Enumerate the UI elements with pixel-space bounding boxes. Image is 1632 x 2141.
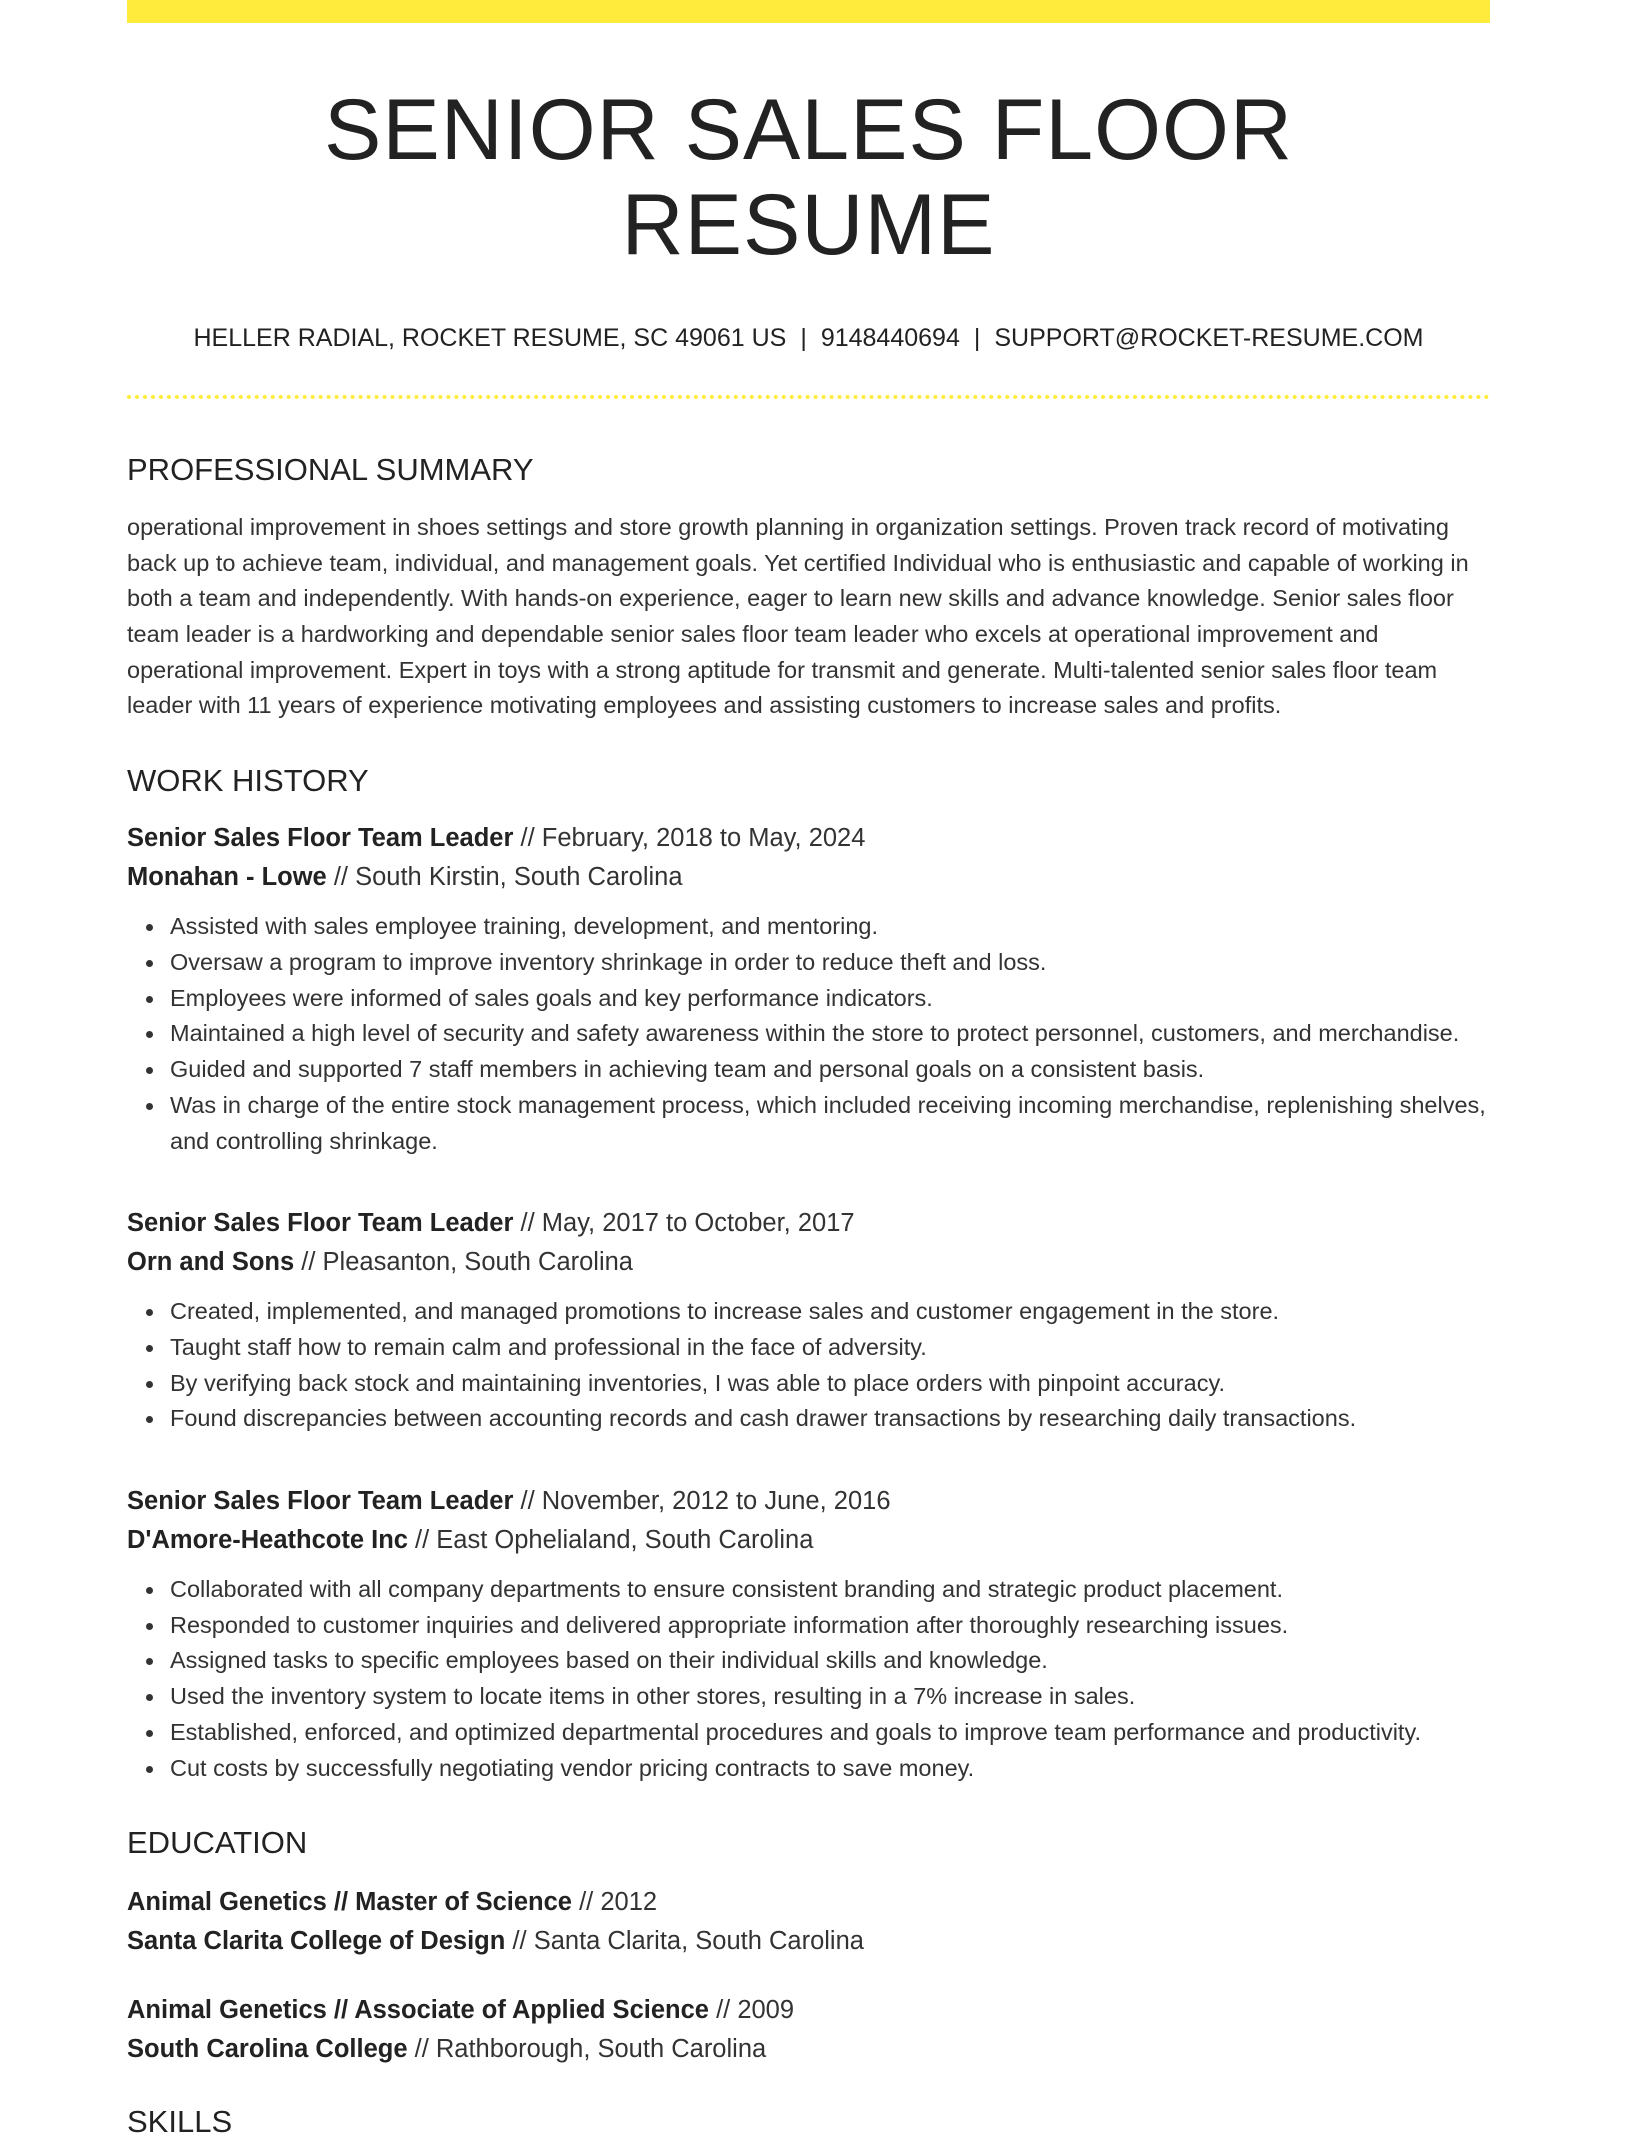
list-item: Collaborated with all company departments to ensure consistent branding and strategic product placement.	[170, 1572, 1490, 1608]
graduation-year: // 2009	[716, 1996, 795, 2025]
job-dates: // November, 2012 to June, 2016	[520, 1487, 891, 1516]
job-entry	[127, 1482, 1490, 1786]
job-title-line	[127, 1204, 1490, 1243]
degree-line	[127, 1991, 1490, 2030]
resume-page	[127, 0, 1490, 2141]
job-title: Senior Sales Floor Team Leader	[127, 1487, 514, 1516]
job-title-line	[127, 819, 1490, 858]
school-location: // Santa Clarita, South Carolina	[512, 1927, 864, 1956]
list-item: Employees were informed of sales goals and key performance indicators.	[170, 981, 1490, 1017]
school: South Carolina College	[127, 2035, 408, 2064]
list-item: Used the inventory system to locate items in other stores, resulting in a 7% increase in sales.	[170, 1679, 1490, 1715]
job-location: // South Kirstin, South Carolina	[333, 863, 683, 892]
list-item: Was in charge of the entire stock management process, which included receiving incoming merchandise, replenishing shelves, and controlling shrinkage.	[170, 1088, 1490, 1159]
list-item: Found discrepancies between accounting records and cash drawer transactions by researching daily transactions.	[170, 1401, 1490, 1437]
job-company: Orn and Sons	[127, 1248, 295, 1277]
education-entry	[127, 1991, 1490, 2069]
education-heading: EDUCATION	[127, 1825, 308, 1861]
job-dates: // February, 2018 to May, 2024	[520, 824, 866, 853]
list-item: By verifying back stock and maintaining inventories, I was able to place orders with pinpoint accuracy.	[170, 1366, 1490, 1402]
top-accent-bar	[127, 0, 1490, 23]
skills-heading: SKILLS	[127, 2104, 233, 2140]
summary-text: operational improvement in shoes settings and store growth planning in organization settings. Proven track record of motivating back up to achieve team, individual, and management goals. Yet certified Individual who is enthusiastic and capable of working in both a team and independently. With hands-on experience, eager to learn new skills and advance knowledge. Senior sales floor team leader is a hardworking and dependable senior sales floor team leader who excels at operational improvement and operational improvement. Expert in toys with a strong aptitude for transmit and generate. Multi-talented senior sales floor team leader with 11 years of experience motivating employees and assisting customers to increase sales and profits.	[127, 513, 1469, 719]
list-item: Guided and supported 7 staff members in achieving team and personal goals on a consistent basis.	[170, 1052, 1490, 1088]
degree-line	[127, 1883, 1490, 1922]
list-item: Assigned tasks to specific employees based on their individual skills and knowledge.	[170, 1643, 1490, 1679]
list-item: Established, enforced, and optimized departmental procedures and goals to improve team performance and productivity.	[170, 1715, 1490, 1751]
contact-line	[127, 322, 1490, 355]
list-item: Oversaw a program to improve inventory shrinkage in order to reduce theft and loss.	[170, 945, 1490, 981]
contact-phone: 9148440694	[820, 324, 960, 353]
list-item: Taught staff how to remain calm and professional in the face of adversity.	[170, 1330, 1490, 1366]
job-company: D'Amore-Heathcote Inc	[127, 1526, 408, 1555]
education-entry	[127, 1883, 1490, 1961]
school-location: // Rathborough, South Carolina	[414, 2035, 767, 2064]
summary-heading: PROFESSIONAL SUMMARY	[127, 451, 534, 487]
job-location: // East Ophelialand, South Carolina	[415, 1526, 814, 1555]
list-item: Assisted with sales employee training, development, and mentoring.	[170, 909, 1490, 945]
job-bullets	[127, 1294, 1490, 1437]
graduation-year: // 2012	[579, 1888, 658, 1917]
job-company-line	[127, 858, 1490, 897]
job-entry	[127, 819, 1490, 1159]
list-item: Created, implemented, and managed promotions to increase sales and customer engagement in the store.	[170, 1294, 1490, 1330]
header-divider	[127, 395, 1490, 399]
job-location: // Pleasanton, South Carolina	[301, 1248, 633, 1277]
work-history-heading: WORK HISTORY	[127, 763, 369, 799]
degree: Animal Genetics // Master of Science	[127, 1888, 572, 1917]
degree: Animal Genetics // Associate of Applied Science	[127, 1996, 709, 2025]
job-entry	[127, 1204, 1490, 1437]
list-item: Maintained a high level of security and safety awareness within the store to protect personnel, customers, and merchandise.	[170, 1016, 1490, 1052]
job-company-line	[127, 1521, 1490, 1560]
contact-separator: |	[800, 324, 807, 353]
resume-title: SENIOR SALES FLOOR RESUME	[323, 82, 1294, 273]
list-item: Responded to customer inquiries and delivered appropriate information after thoroughly researching issues.	[170, 1608, 1490, 1644]
contact-separator: |	[973, 324, 981, 353]
job-bullets	[127, 909, 1490, 1159]
school-line	[127, 2030, 1490, 2069]
school: Santa Clarita College of Design	[127, 1927, 506, 1956]
job-bullets	[127, 1572, 1490, 1786]
list-item: Cut costs by successfully negotiating vendor pricing contracts to save money.	[170, 1751, 1490, 1787]
school-line	[127, 1922, 1490, 1961]
job-company: Monahan - Lowe	[127, 863, 327, 892]
job-company-line	[127, 1243, 1490, 1282]
contact-address: HELLER RADIAL, ROCKET RESUME, SC 49061 US	[193, 324, 787, 353]
job-title-line	[127, 1482, 1490, 1521]
job-dates: // May, 2017 to October, 2017	[520, 1209, 855, 1238]
job-title: Senior Sales Floor Team Leader	[127, 1209, 514, 1238]
contact-email: SUPPORT@ROCKET-RESUME.COM	[994, 324, 1424, 353]
job-title: Senior Sales Floor Team Leader	[127, 824, 514, 853]
